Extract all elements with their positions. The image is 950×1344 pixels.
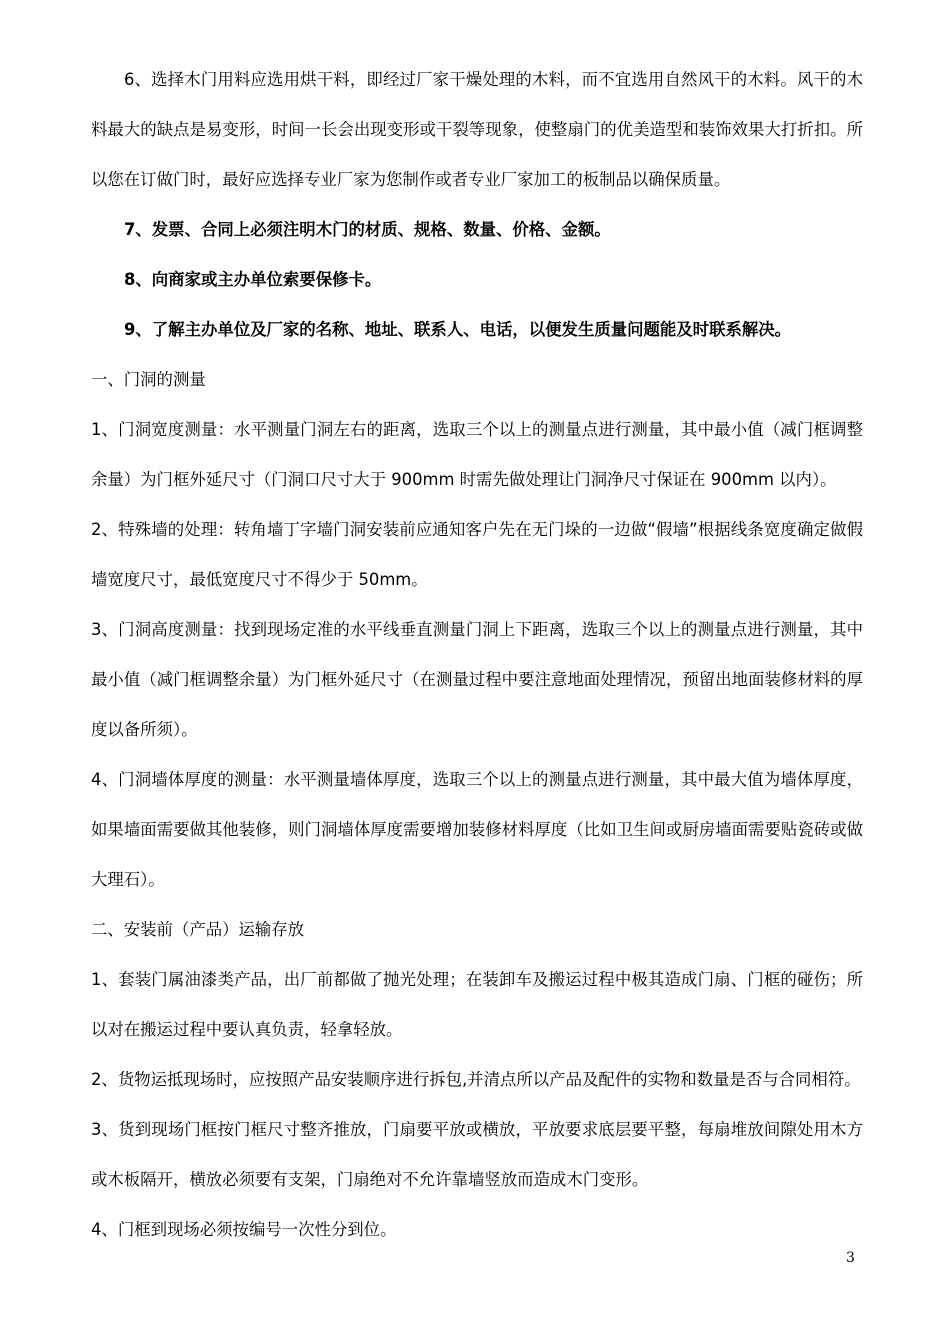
paragraph-handling: 1、套装门属油漆类产品，出厂前都做了抛光处理；在装卸车及搬运过程中极其造成门扇、门框的碰伤；所以对在搬运过程中要认真负责，轻拿轻放。 bbox=[91, 970, 863, 1039]
paragraph-height-measurement: 3、门洞高度测量：找到现场定准的水平线垂直测量门洞上下距离，选取三个以上的测量点进行测量，其中最小值（减门框调整余量）为门框外延尺寸（在测量过程中要注意地面处理情况，预留出地面装修材料的厚度以备所须）。 bbox=[91, 620, 863, 739]
paragraph-item-6: 6、选择木门用料应选用烘干料，即经过厂家干燥处理的木料，而不宜选用自然风干的木料。风干的木料最大的缺点是易变形，时间一长会出现变形或干裂等现象，使整扇门的优美造型和装饰效果大打折扣。所以您在订做门时，最好应选择专业厂家为您制作或者专业厂家加工的板制品以确保质量。 bbox=[91, 70, 863, 189]
paragraph-unpacking: 2、货物运抵现场时，应按照产品安装顺序进行拆包,并清点所以产品及配件的实物和数量是否与合同相符。 bbox=[91, 1070, 861, 1089]
paragraph-distribution: 4、门框到现场必须按编号一次性分到位。 bbox=[91, 1220, 397, 1239]
section-heading-transport: 二、安装前（产品）运输存放 bbox=[91, 920, 305, 939]
paragraph-item-7: 7、发票、合同上必须注明木门的材质、规格、数量、价格、金额。 bbox=[124, 220, 611, 239]
paragraph-wall-thickness: 4、门洞墙体厚度的测量：水平测量墙体厚度，选取三个以上的测量点进行测量，其中最大值为墙体厚度，如果墙面需要做其他装修，则门洞墙体厚度需要增加装修材料厚度（比如卫生间或厨房墙面需要贴瓷砖或做大理石）。 bbox=[91, 770, 863, 889]
section-heading-measurement: 一、门洞的测量 bbox=[91, 370, 206, 389]
paragraph-width-measurement: 1、门洞宽度测量：水平测量门洞左右的距离，选取三个以上的测量点进行测量，其中最小值（减门框调整余量）为门框外延尺寸（门洞口尺寸大于 900mm 时需先做处理让门洞净尺寸保证在 900mm 以内）。 bbox=[91, 420, 863, 489]
page-body bbox=[91, 55, 863, 1255]
paragraph-stacking: 3、货到现场门框按门框尺寸整齐推放，门扇要平放或横放，平放要求底层要平整，每扇堆放间隙处用木方或木板隔开，横放必须要有支架，门扇绝对不允许靠墙竖放而造成木门变形。 bbox=[91, 1120, 863, 1189]
page-number: 3 bbox=[846, 1250, 855, 1266]
paragraph-item-8: 8、向商家或主办单位索要保修卡。 bbox=[124, 270, 382, 289]
paragraph-item-9: 9、了解主办单位及厂家的名称、地址、联系人、电话，以便发生质量问题能及时联系解决。 bbox=[124, 320, 792, 339]
paragraph-special-wall: 2、特殊墙的处理：转角墙丁字墙门洞安装前应通知客户先在无门垛的一边做“假墙”根据线条宽度确定做假墙宽度尺寸，最低宽度尺寸不得少于 50mm。 bbox=[91, 520, 863, 589]
